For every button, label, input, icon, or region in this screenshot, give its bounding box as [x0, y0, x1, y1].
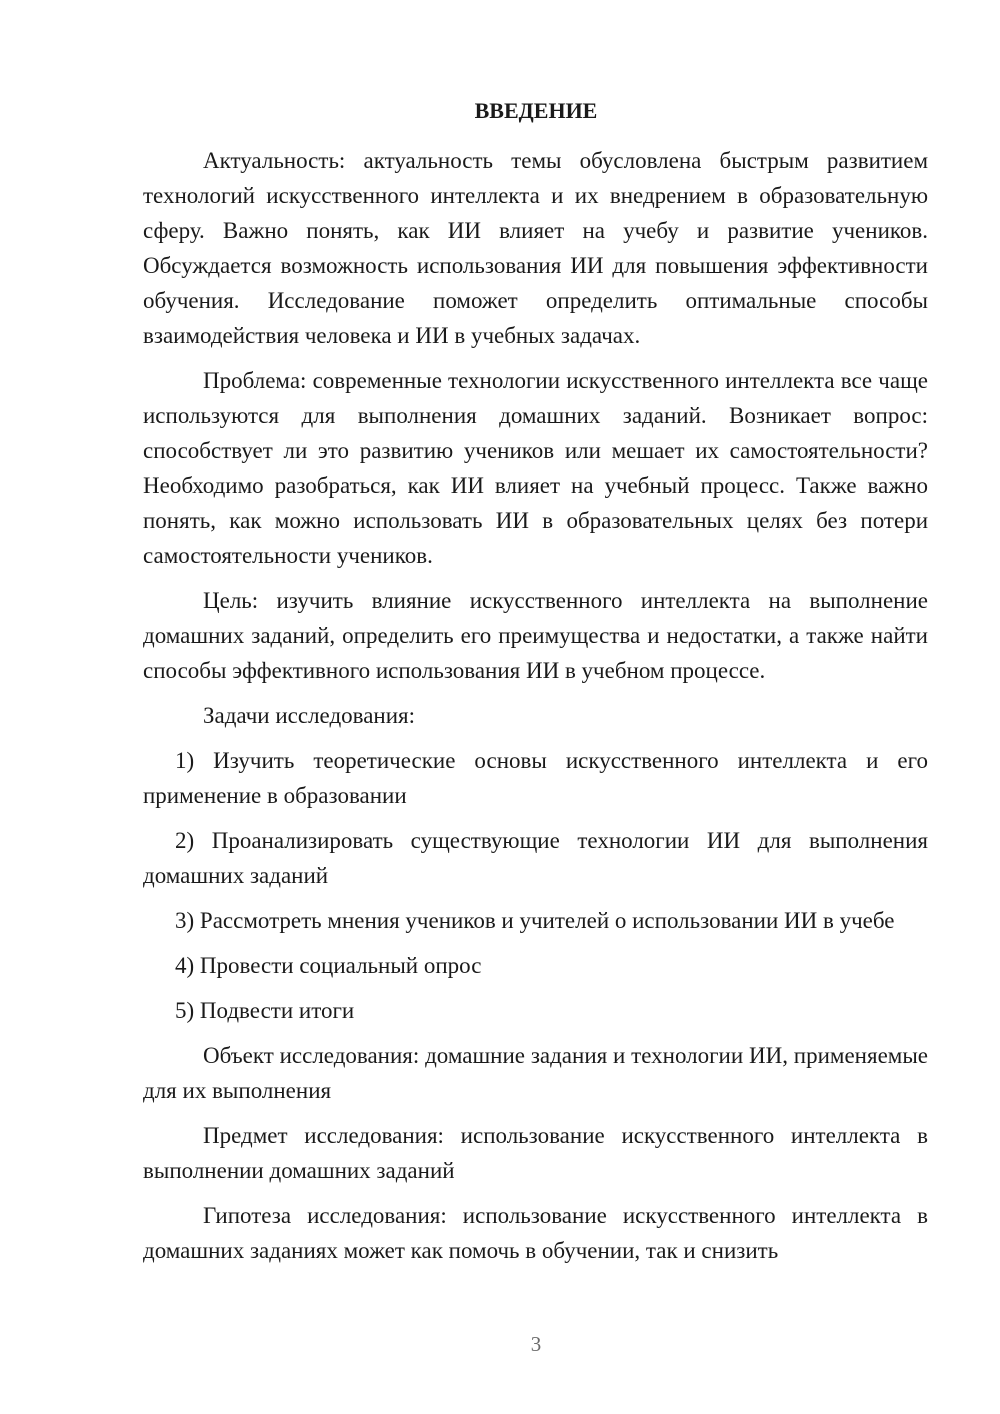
hypothesis-paragraph: Гипотеза исследования: использование искусственного интеллекта в домашних заданиях может как помочь в обучении, так и снизить: [143, 1203, 928, 1263]
page-number: 3: [530, 1332, 542, 1356]
goal-paragraph: Цель: изучить влияние искусственного интеллекта на выполнение домашних заданий, определить его преимущества и недостатки, а также найти способы эффективного использования ИИ в учебном процессе.: [143, 588, 928, 683]
object-paragraph: Объект исследования: домашние задания и технологии ИИ, применяемые для их выполнения: [143, 1043, 928, 1103]
task-item: 5) Подвести итоги: [175, 998, 355, 1023]
subject-paragraph: Предмет исследования: использование искусственного интеллекта в выполнении домашних заданий: [143, 1123, 928, 1183]
task-item: 4) Провести социальный опрос: [175, 953, 482, 978]
relevance-paragraph: Актуальность: актуальность темы обусловлена быстрым развитием технологий искусственного интеллекта и их внедрением в образовательную сферу. Важно понять, как ИИ влияет на учебу и развитие учеников. Обсуждается возможность использования ИИ для повышения эффективности обучения. Исследование поможет определить оптимальные способы взаимодействия человека и ИИ в учебных задачах.: [143, 148, 928, 348]
document-body: [143, 143, 928, 1278]
task-item: 2) Проанализировать существующие технологии ИИ для выполнения домашних заданий: [143, 828, 928, 888]
section-heading: ВВЕДЕНИЕ: [474, 98, 598, 123]
task-item: 1) Изучить теоретические основы искусственного интеллекта и его применение в образовании: [143, 748, 928, 808]
task-item: 3) Рассмотреть мнения учеников и учителей о использовании ИИ в учебе: [175, 908, 895, 933]
tasks-title: Задачи исследования:: [203, 703, 416, 728]
problem-paragraph: Проблема: современные технологии искусственного интеллекта все чаще используются для выполнения домашних заданий. Возникает вопрос: способствует ли это развитию учеников или мешает их самостоятельности? Необходимо разобраться, как ИИ влияет на учебный процесс. Также важно понять, как можно использовать ИИ в образовательных целях без потери самостоятельности учеников.: [143, 368, 928, 568]
